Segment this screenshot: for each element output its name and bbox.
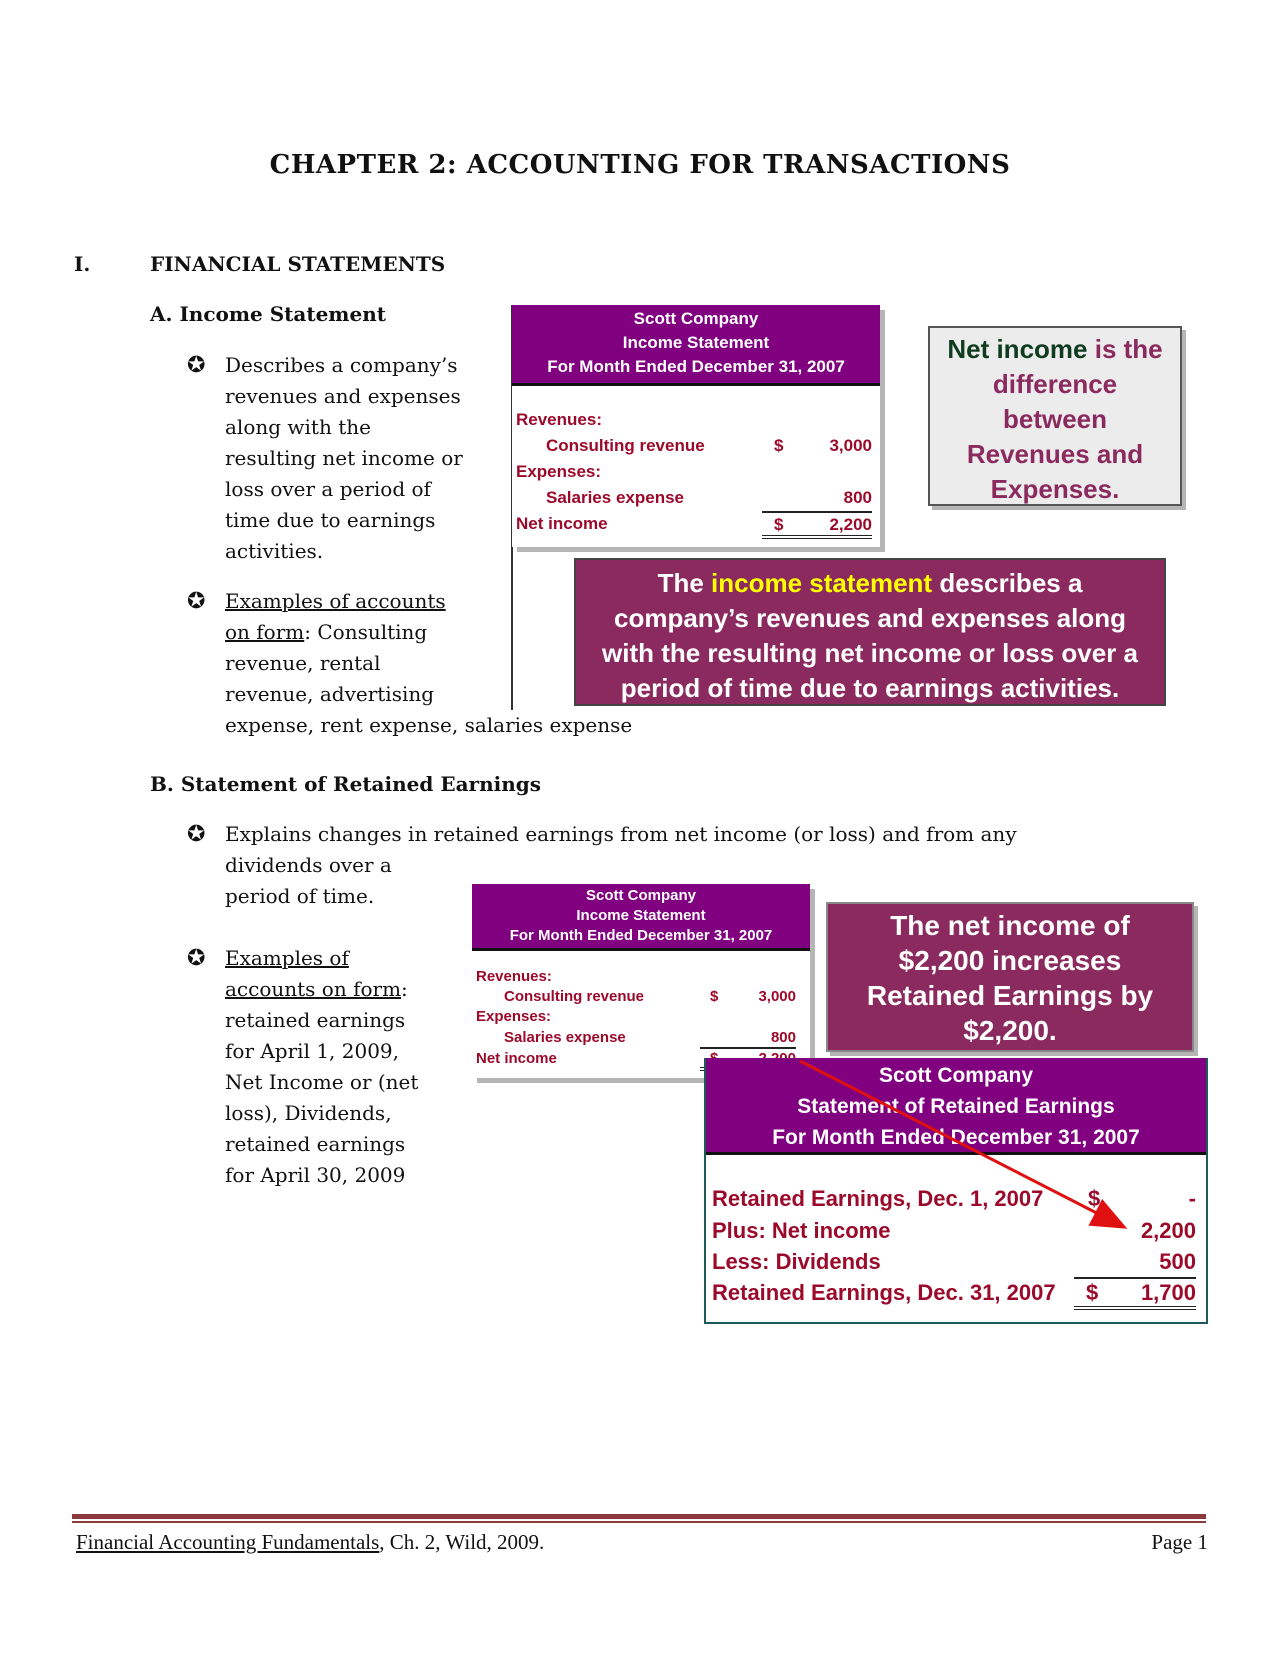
text-line: : Consulting (304, 620, 428, 644)
examples-label: Examples of (225, 946, 349, 970)
net-income-label: Net income (476, 1050, 557, 1067)
text-line: company’s revenues and expenses along (613, 603, 1126, 633)
text-line: revenue, advertising (225, 682, 435, 706)
text-line: $2,200. (963, 1015, 1057, 1046)
footer-rule (72, 1514, 1206, 1519)
text-line: along with the (225, 415, 371, 439)
text-line: loss), Dividends, (225, 1101, 392, 1125)
examples-label: Examples of accounts (225, 589, 446, 613)
text-line: The net income of (890, 910, 1130, 941)
text-line: Describes a company’s (225, 353, 458, 377)
statement-period: For Month Ended December 31, 2007 (772, 1126, 1140, 1149)
text-line: for April 30, 2009 (225, 1163, 406, 1187)
text-line: describes a (932, 568, 1083, 598)
re-row-value: 2,200 (1140, 1218, 1196, 1243)
income-statement-highlight: income statement (711, 568, 933, 598)
net-income-value: 2,200 (829, 515, 872, 534)
text-line: for April 1, 2009, (225, 1039, 400, 1063)
text-line: revenues and expenses (225, 384, 461, 408)
star-bullet-icon: ✪ (187, 822, 206, 847)
re-row-value: - (1188, 1186, 1196, 1211)
salaries-expense-value: 800 (843, 488, 872, 507)
section-number: I. (74, 252, 91, 276)
consulting-revenue-value: 3,000 (829, 436, 872, 455)
text-line: resulting net income or (225, 446, 463, 470)
star-bullet-icon: ✪ (187, 353, 206, 378)
text-line: retained earnings (225, 1008, 406, 1032)
net-income-label: Net income (516, 514, 608, 533)
text-line: : (401, 977, 408, 1001)
star-bullet-icon: ✪ (187, 589, 206, 614)
text-line: between (1002, 404, 1108, 434)
text-line: expense, rent expense, salaries expense (225, 713, 633, 737)
part-b-heading: B. Statement of Retained Earnings (150, 772, 541, 796)
re-row-label: Plus: Net income (712, 1218, 891, 1243)
salaries-expense-label: Salaries expense (546, 488, 684, 507)
revenues-label: Revenues: (516, 410, 602, 429)
text-line: period of time. (225, 884, 375, 908)
revenue-dollar: $ (710, 988, 719, 1005)
text-line: $2,200 increases (898, 945, 1122, 976)
examples-label: accounts on form (225, 977, 402, 1001)
footer-citation (76, 1530, 544, 1555)
page-number: Page 1 (1151, 1530, 1208, 1554)
section-title: FINANCIAL STATEMENTS (150, 252, 446, 276)
revenues-label: Revenues: (476, 968, 552, 985)
text-line: Revenues and (966, 439, 1144, 469)
text-line: revenue, rental (225, 651, 381, 675)
statement-name: Income Statement (622, 333, 770, 352)
consulting-revenue-value: 3,000 (758, 988, 796, 1005)
statement-period: For Month Ended December 31, 2007 (547, 357, 845, 376)
statement-name: Statement of Retained Earnings (797, 1095, 1115, 1118)
re-row-dollar: $ (1088, 1186, 1101, 1211)
statement-period: For Month Ended December 31, 2007 (509, 927, 773, 944)
chapter-title: CHAPTER 2: ACCOUNTING FOR TRANSACTIONS (269, 150, 1011, 180)
salaries-expense-label: Salaries expense (504, 1029, 626, 1046)
book-title: Financial Accounting Fundamentals (76, 1530, 380, 1554)
footer-rule (72, 1521, 1206, 1523)
text-line: is the (1087, 334, 1163, 364)
star-bullet-icon: ✪ (187, 946, 206, 971)
net-income-dollar: $ (774, 515, 784, 534)
statement-name: Income Statement (576, 907, 706, 924)
citation-rest: , Ch. 2, Wild, 2009. (379, 1530, 545, 1554)
net-income-term: Net income (947, 334, 1088, 364)
part-a-heading: A. Income Statement (150, 302, 386, 326)
text-line: time due to earnings (225, 508, 436, 532)
consulting-revenue-label: Consulting revenue (504, 988, 645, 1005)
text-line: difference (992, 369, 1118, 399)
text-line: activities. (225, 539, 324, 563)
text-line: with the resulting net income or loss over a (602, 638, 1138, 668)
re-row-value: 500 (1159, 1249, 1196, 1274)
text-line: Retained Earnings by (866, 980, 1154, 1011)
text-line: Explains changes in retained earnings from net income (or loss) and from any (225, 822, 1017, 846)
re-row-dollar: $ (1086, 1280, 1099, 1305)
re-row-label: Less: Dividends (712, 1249, 881, 1274)
text-line: loss over a period of (225, 477, 431, 501)
re-row-value: 1,700 (1140, 1280, 1196, 1305)
salaries-expense-value: 800 (770, 1029, 796, 1046)
text-line: The (657, 568, 712, 598)
text-line: Net Income or (net (225, 1070, 419, 1094)
expenses-label: Expenses: (516, 462, 602, 481)
company-name: Scott Company (633, 309, 759, 328)
arrow-line (800, 1061, 1122, 1226)
re-row-label: Retained Earnings, Dec. 1, 2007 (712, 1186, 1044, 1211)
examples-label: on form (225, 620, 305, 644)
text-line: Expenses. (990, 474, 1120, 504)
re-row-label: Retained Earnings, Dec. 31, 2007 (712, 1280, 1056, 1305)
revenue-dollar: $ (774, 436, 784, 455)
text-line: retained earnings (225, 1132, 406, 1156)
text-line: period of time due to earnings activities. (620, 673, 1120, 703)
company-name: Scott Company (585, 887, 696, 904)
text-line: dividends over a (225, 853, 392, 877)
company-name: Scott Company (878, 1064, 1033, 1087)
expenses-label: Expenses: (476, 1008, 552, 1025)
consulting-revenue-label: Consulting revenue (546, 436, 705, 455)
